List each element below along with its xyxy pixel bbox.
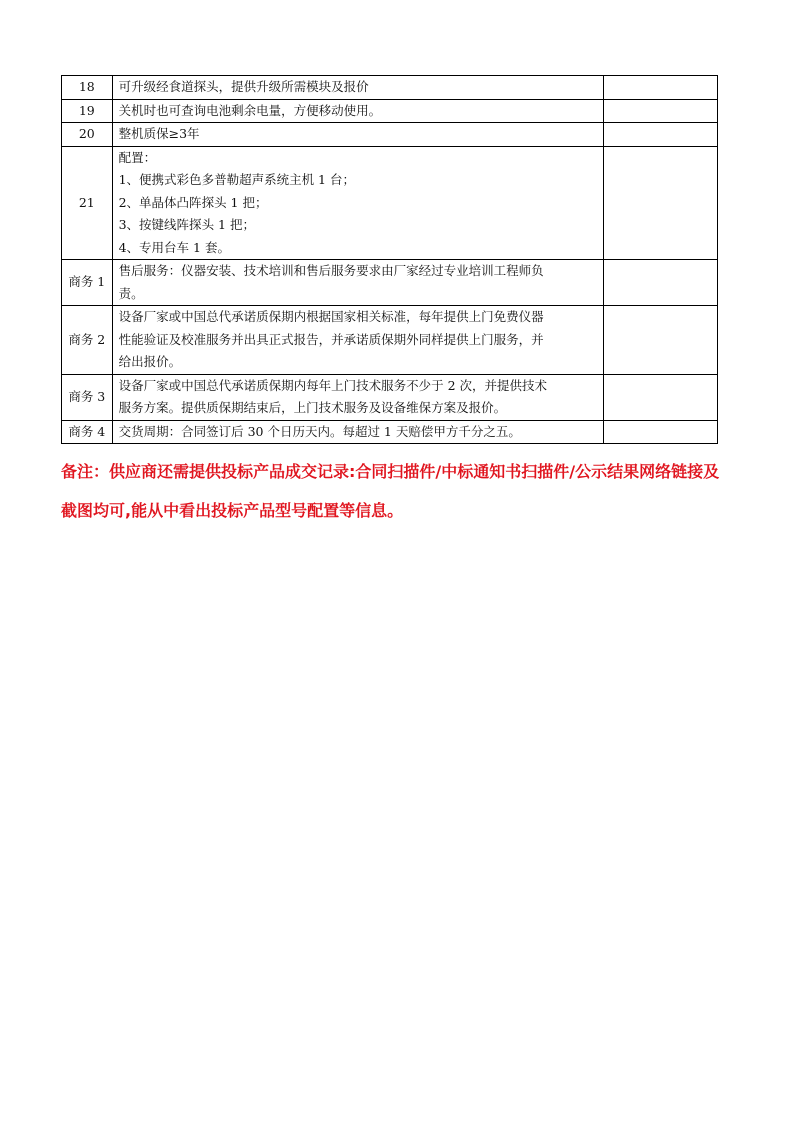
row-content <box>112 420 603 444</box>
row-number: 商务 3 <box>62 374 113 420</box>
row-remark-cell <box>603 76 717 100</box>
table-row <box>62 306 718 375</box>
row-number: 20 <box>62 123 113 147</box>
row-content-line: 关机时也可查询电池剩余电量，方便移动使用。 <box>118 102 382 118</box>
table-row <box>62 99 718 123</box>
row-content-line: 2、单晶体凸阵探头 1 把； <box>118 194 268 210</box>
table-row <box>62 420 718 444</box>
row-content <box>112 260 603 306</box>
row-content-line: 责。 <box>118 285 144 301</box>
row-number: 19 <box>62 99 113 123</box>
row-number: 商务 1 <box>62 260 113 306</box>
row-remark-cell <box>603 374 717 420</box>
row-content <box>112 146 603 260</box>
row-content <box>112 123 603 147</box>
row-content-line: 整机质保≥3年 <box>118 126 200 141</box>
row-remark-cell <box>603 146 717 260</box>
table-row <box>62 76 718 100</box>
row-number: 商务 4 <box>62 420 113 444</box>
row-remark-cell <box>603 99 717 123</box>
row-content-line: 可升级经食道探头，提供升级所需模块及报价 <box>118 79 369 94</box>
row-number: 18 <box>62 76 113 100</box>
row-content-line: 配置： <box>118 149 157 165</box>
row-content-line: 3、按键线阵探头 1 把； <box>118 217 255 232</box>
table-row <box>62 123 718 147</box>
requirements-table-body <box>62 76 718 444</box>
table-row <box>62 260 718 306</box>
table-row <box>62 146 718 260</box>
row-content-line: 交货周期：合同签订后 30 个日历天内。每超过 1 天赔偿甲方千分之五。 <box>118 423 521 439</box>
row-content <box>112 306 603 375</box>
row-content-line: 1、便携式彩色多普勒超声系统主机 1 台； <box>118 172 355 187</box>
remark-note: 备注：供应商还需提供投标产品成交记录:合同扫描件/中标通知书扫描件/公示结果网络链接及截图均可,能从中看出投标产品型号配置等信息。 <box>61 462 720 520</box>
row-content-line: 服务方案。提供质保期结束后，上门技术服务及设备维保方案及报价。 <box>118 400 507 415</box>
row-remark-cell <box>603 123 717 147</box>
row-content-line: 设备厂家或中国总代承诺质保期内每年上门技术服务不少于 2 次，并提供技术 <box>118 377 548 393</box>
requirements-table <box>61 75 718 444</box>
row-content <box>112 76 603 100</box>
row-number: 商务 2 <box>62 306 113 375</box>
row-remark-cell <box>603 420 717 444</box>
row-content-line: 设备厂家或中国总代承诺质保期内根据国家相关标准，每年提供上门免费仪器 <box>118 309 544 324</box>
row-content-line: 给出报价。 <box>118 354 182 369</box>
row-remark-cell <box>603 260 717 306</box>
row-content <box>112 99 603 123</box>
row-content <box>112 374 603 420</box>
table-row <box>62 374 718 420</box>
row-content-line: 售后服务：仪器安装、技术培训和售后服务要求由厂家经过专业培训工程师负 <box>118 263 544 278</box>
row-content-line: 4、专用台车 1 套。 <box>118 239 230 255</box>
row-remark-cell <box>603 306 717 375</box>
row-content-line: 性能验证及校准服务并出具正式报告，并承诺质保期外同样提供上门服务，并 <box>118 331 544 347</box>
row-number: 21 <box>62 146 113 260</box>
